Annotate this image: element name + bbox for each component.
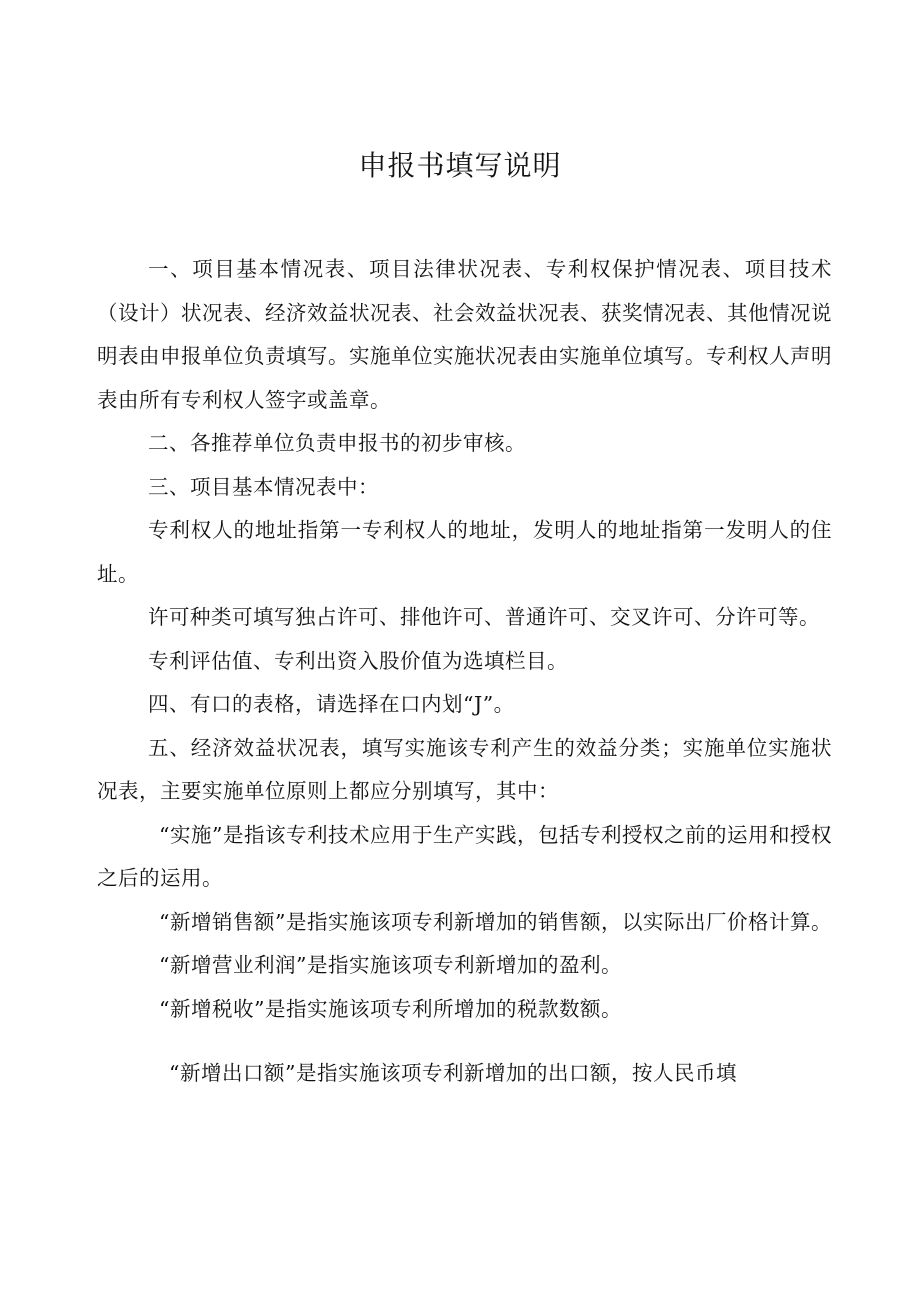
paragraph-7: 四、有口的表格，请选择在口内划“J”。 [148, 692, 515, 716]
paragraph-13: “新增出口额”是指实施该项专利新增加的出口额，按人民币填 [169, 1061, 737, 1085]
paragraph-1: 一、项目基本情况表、项目法律状况表、专利权保护情况表、项目技术（设计）状况表、经济效益状况表、社会效益状况表、获奖情况表、其他情况说明表由申报单位负责填写。实施单位实施状况表由实施单位填写。专利权人声明表由所有专利权人签字或盖章。 [97, 257, 832, 412]
paragraph-10: “新增销售额”是指实施该项专利新增加的销售额，以实际出厂价格计算。 [159, 909, 832, 934]
paragraph-8: 五、经济效益状况表，填写实施该专利产生的效益分类；实施单位实施状况表，主要实施单位原则上都应分别填写，其中： [97, 735, 832, 803]
paragraph-9: “实施”是指该专利技术应用于生产实践，包括专利授权之前的运用和授权之后的运用。 [97, 822, 832, 890]
page-title: 申报书填写说明 [358, 149, 562, 182]
paragraph-2: 二、各推荐单位负责申报书的初步审核。 [148, 431, 526, 455]
paragraph-6: 专利评估值、专利出资入股价值为选填栏目。 [148, 648, 568, 673]
paragraph-11: “新增营业利润”是指实施该项专利新增加的盈利。 [159, 953, 622, 977]
paragraph-4: 专利权人的地址指第一专利权人的地址，发明人的地址指第一发明人的住址。 [97, 518, 832, 586]
document-body [97, 248, 832, 1096]
paragraph-12: “新增税收”是指实施该项专利所增加的税款数额。 [159, 996, 622, 1021]
paragraph-5: 许可种类可填写独占许可、排他许可、普通许可、交叉许可、分许可等。 [148, 605, 820, 629]
paragraph-3: 三、项目基本情况表中： [148, 474, 379, 499]
